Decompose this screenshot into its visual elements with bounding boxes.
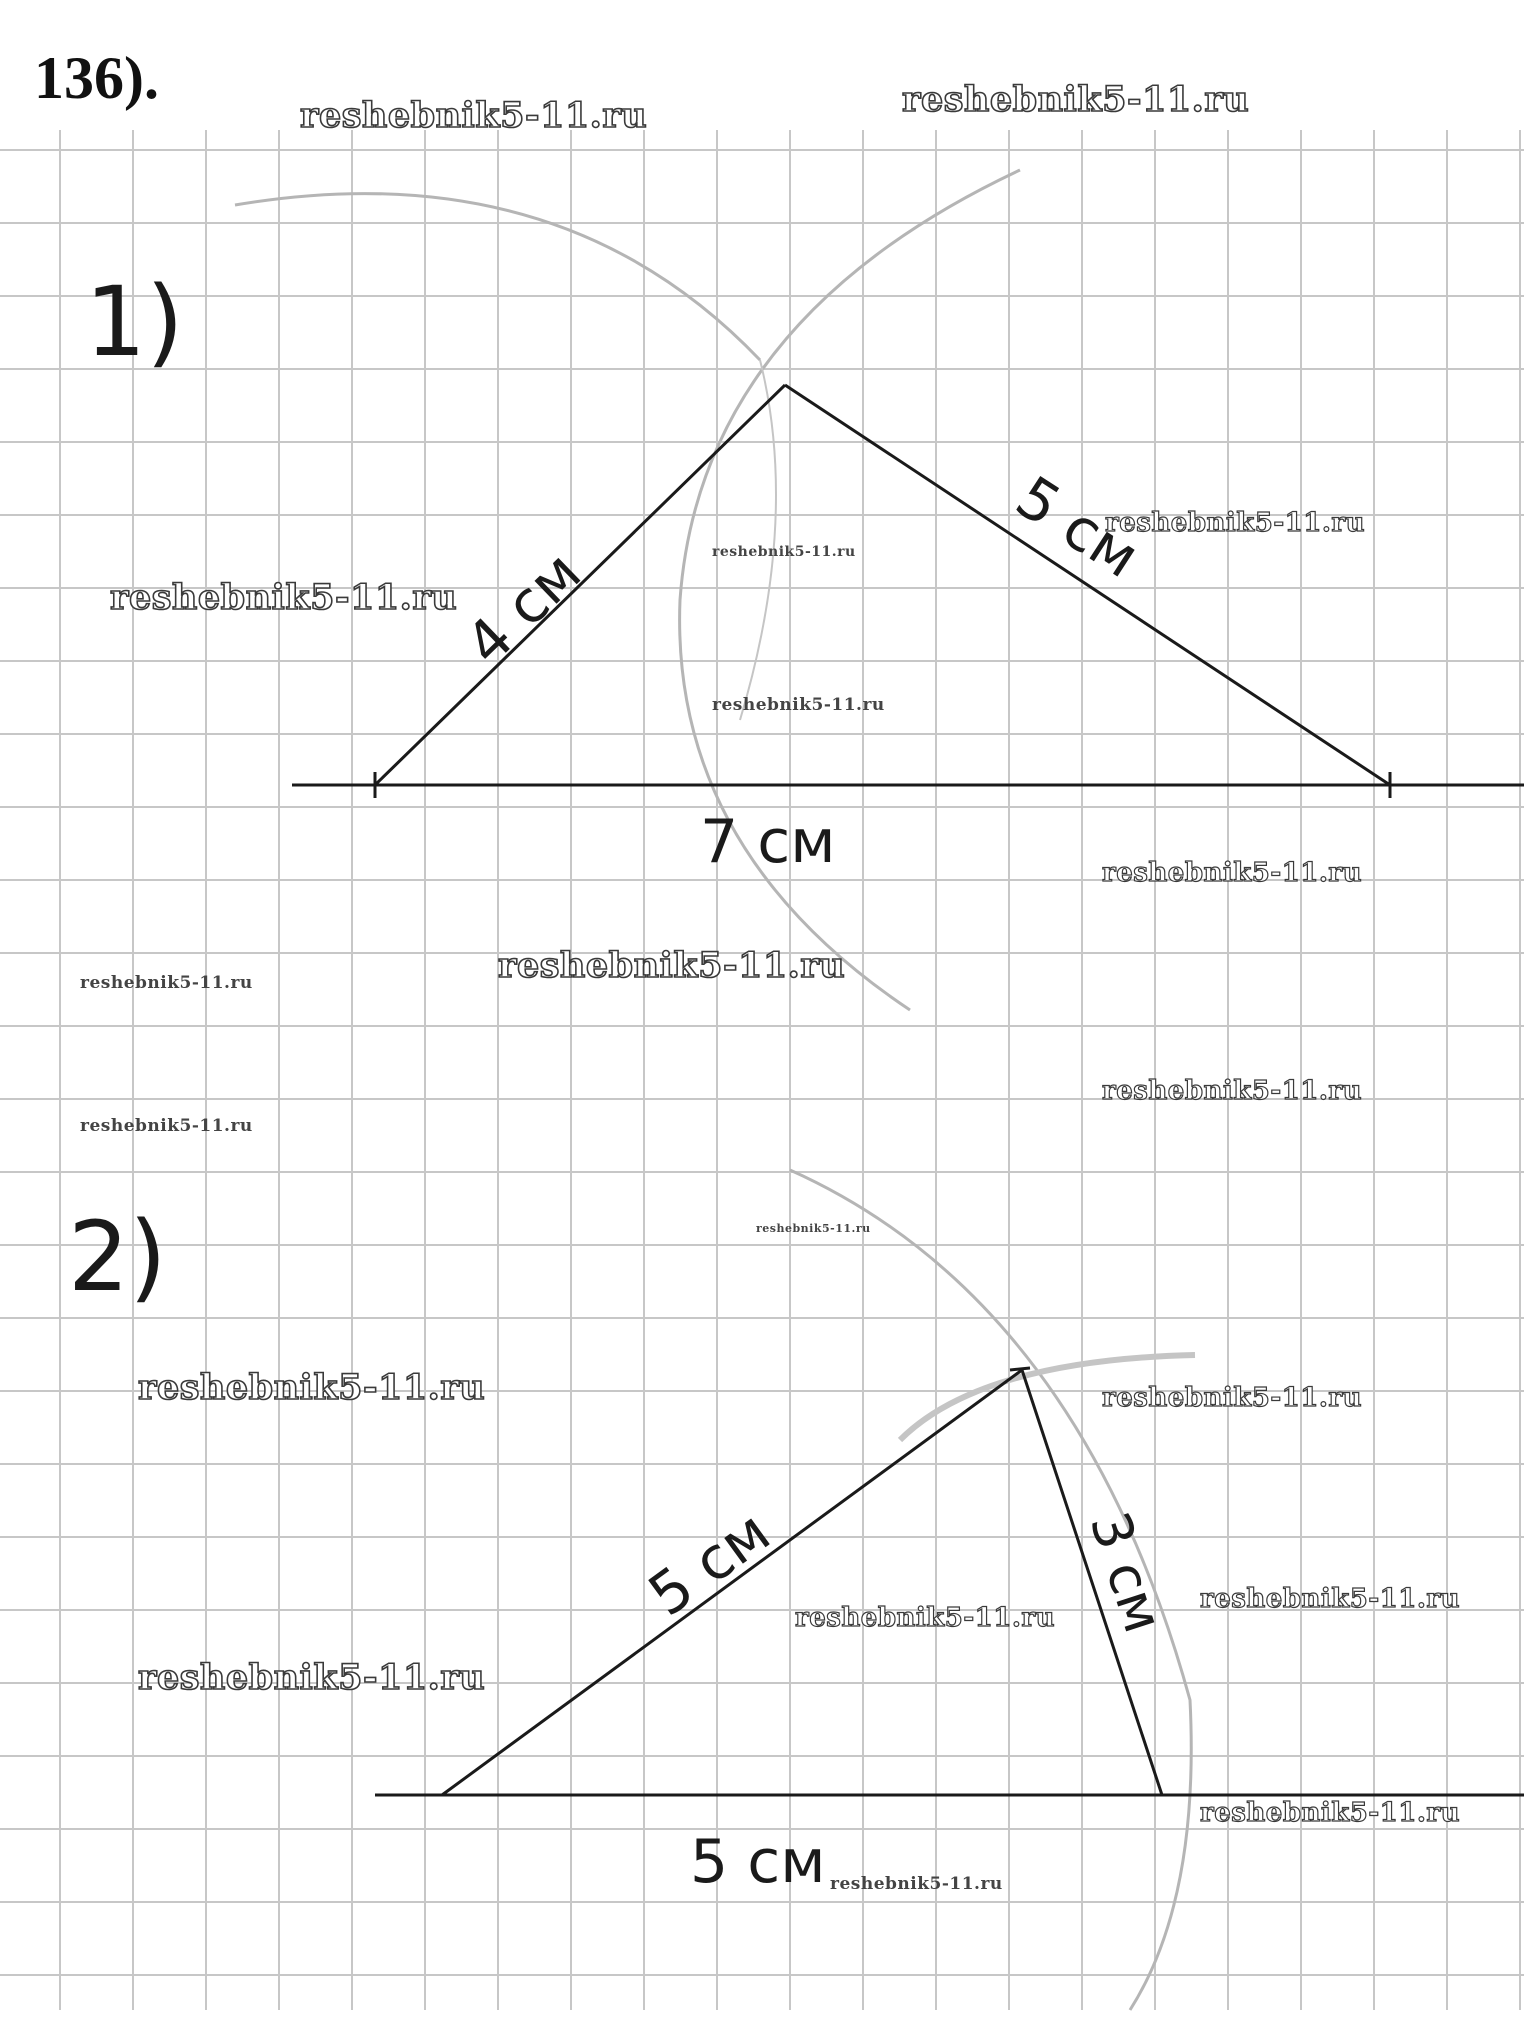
watermark: reshebnik5-11.ru	[1200, 1584, 1461, 1614]
watermark: reshebnik5-11.ru	[138, 1367, 486, 1408]
label-side-2-bottom: 5 см	[690, 1827, 826, 1897]
part-1-label: 1)	[85, 266, 184, 378]
label-side-1-bottom: 7 см	[700, 807, 836, 877]
label-side-2-right: 3 см	[1077, 1504, 1176, 1641]
watermark: reshebnik5-11.ru	[1105, 508, 1366, 538]
label-side-1-left: 4 см	[452, 538, 594, 679]
watermark: reshebnik5-11.ru	[712, 544, 856, 560]
watermark: reshebnik5-11.ru	[1200, 1798, 1461, 1828]
watermark: reshebnik5-11.ru	[1102, 1076, 1363, 1106]
watermark: reshebnik5-11.ru	[902, 79, 1250, 120]
watermark: reshebnik5-11.ru	[80, 973, 253, 993]
watermark: reshebnik5-11.ru	[756, 1222, 871, 1235]
watermark: reshebnik5-11.ru	[795, 1603, 1056, 1633]
watermark: reshebnik5-11.ru	[830, 1874, 1003, 1894]
compass-arc-1c	[740, 360, 776, 720]
side-1-right	[785, 385, 1390, 785]
part-2-label: 2)	[68, 1201, 167, 1313]
watermark: reshebnik5-11.ru	[1102, 1383, 1363, 1413]
label-side-1-right: 5 см	[1004, 462, 1152, 592]
watermark: reshebnik5-11.ru	[80, 1116, 253, 1136]
watermark: reshebnik5-11.ru	[138, 1657, 486, 1698]
problem-number: 136).	[34, 45, 159, 111]
watermark: reshebnik5-11.ru	[110, 577, 458, 618]
watermark: reshebnik5-11.ru	[712, 695, 885, 715]
label-side-2-left: 5 см	[636, 1497, 783, 1630]
watermark: reshebnik5-11.ru	[300, 95, 648, 136]
watermark: reshebnik5-11.ru	[498, 945, 846, 986]
watermark: reshebnik5-11.ru	[1102, 858, 1363, 888]
graph-paper-grid	[0, 130, 1524, 2010]
tick-2-top	[1010, 1368, 1030, 1370]
